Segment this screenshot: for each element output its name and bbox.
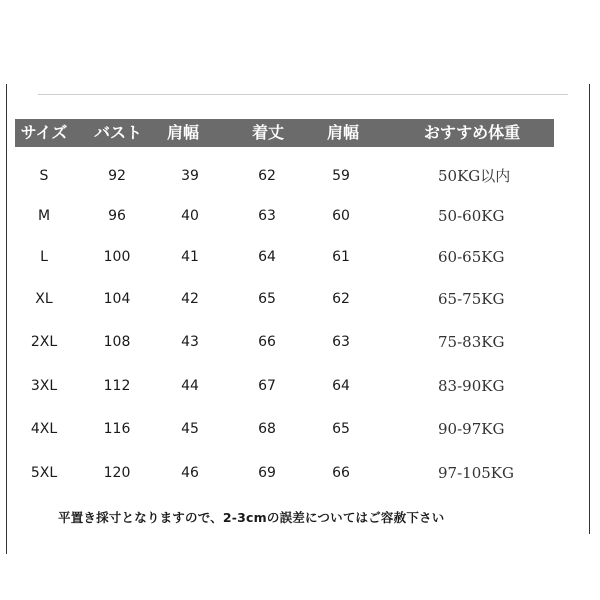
header-recommended-weight: おすすめ体重 <box>423 123 521 142</box>
header-size: サイズ <box>20 123 68 142</box>
cell-size: 2XL <box>30 334 58 350</box>
cell-recommended-weight: 65-75KG <box>438 290 505 308</box>
cell-length: 66 <box>258 334 276 350</box>
cell-bust: 104 <box>103 291 131 307</box>
cell-shoulder: 44 <box>181 378 199 394</box>
cell-size: XL <box>35 291 53 307</box>
cell-bust: 92 <box>108 168 126 184</box>
cell-recommended-weight: 75-83KG <box>438 333 505 351</box>
cell-shoulder-2: 63 <box>332 334 350 350</box>
cell-bust: 108 <box>103 334 131 350</box>
cell-recommended-weight: 60-65KG <box>438 248 505 266</box>
table-header <box>15 119 554 147</box>
cell-size: M <box>37 208 51 224</box>
cell-size: 4XL <box>30 421 58 437</box>
cell-bust: 100 <box>103 249 131 265</box>
cell-size: 3XL <box>30 378 58 394</box>
cell-bust: 120 <box>103 465 131 481</box>
cell-length: 64 <box>258 249 276 265</box>
cell-length: 67 <box>258 378 276 394</box>
cell-shoulder: 42 <box>181 291 199 307</box>
cell-shoulder: 39 <box>181 168 199 184</box>
measurement-note: 平置き採寸となりますので、2-3cmの誤差についてはご容赦下さい <box>58 510 445 525</box>
cell-length: 65 <box>258 291 276 307</box>
cell-shoulder: 40 <box>181 208 199 224</box>
table-row <box>0 371 600 401</box>
top-separator <box>38 94 568 95</box>
cell-shoulder-2: 62 <box>332 291 350 307</box>
cell-shoulder-2: 64 <box>332 378 350 394</box>
cell-recommended-weight: 83-90KG <box>438 377 505 395</box>
cell-length: 69 <box>258 465 276 481</box>
cell-bust: 96 <box>108 208 126 224</box>
cell-length: 63 <box>258 208 276 224</box>
cell-recommended-weight: 90-97KG <box>438 420 505 438</box>
cell-size: L <box>40 249 48 265</box>
cell-shoulder: 46 <box>181 465 199 481</box>
cell-size: 5XL <box>30 465 58 481</box>
cell-shoulder-2: 59 <box>332 168 350 184</box>
header-length: 着丈 <box>251 123 285 142</box>
table-row <box>0 458 600 488</box>
cell-shoulder: 45 <box>181 421 199 437</box>
cell-recommended-weight: 50KG以内 <box>438 167 511 185</box>
table-row <box>0 161 600 191</box>
cell-shoulder-2: 66 <box>332 465 350 481</box>
cell-shoulder-2: 60 <box>332 208 350 224</box>
table-row <box>0 201 600 231</box>
cell-shoulder: 41 <box>181 249 199 265</box>
table-row <box>0 327 600 357</box>
cell-recommended-weight: 97-105KG <box>438 464 514 482</box>
cell-bust: 116 <box>103 421 131 437</box>
header-bust: バスト <box>93 123 143 142</box>
cell-length: 62 <box>258 168 276 184</box>
cell-size: S <box>39 168 49 184</box>
cell-shoulder-2: 65 <box>332 421 350 437</box>
table-row <box>0 414 600 444</box>
cell-length: 68 <box>258 421 276 437</box>
cell-shoulder: 43 <box>181 334 199 350</box>
cell-bust: 112 <box>103 378 131 394</box>
table-row <box>0 242 600 272</box>
header-shoulder: 肩幅 <box>166 123 200 142</box>
cell-recommended-weight: 50-60KG <box>438 207 505 225</box>
header-shoulder-2: 肩幅 <box>326 123 360 142</box>
cell-shoulder-2: 61 <box>332 249 350 265</box>
table-row <box>0 284 600 314</box>
